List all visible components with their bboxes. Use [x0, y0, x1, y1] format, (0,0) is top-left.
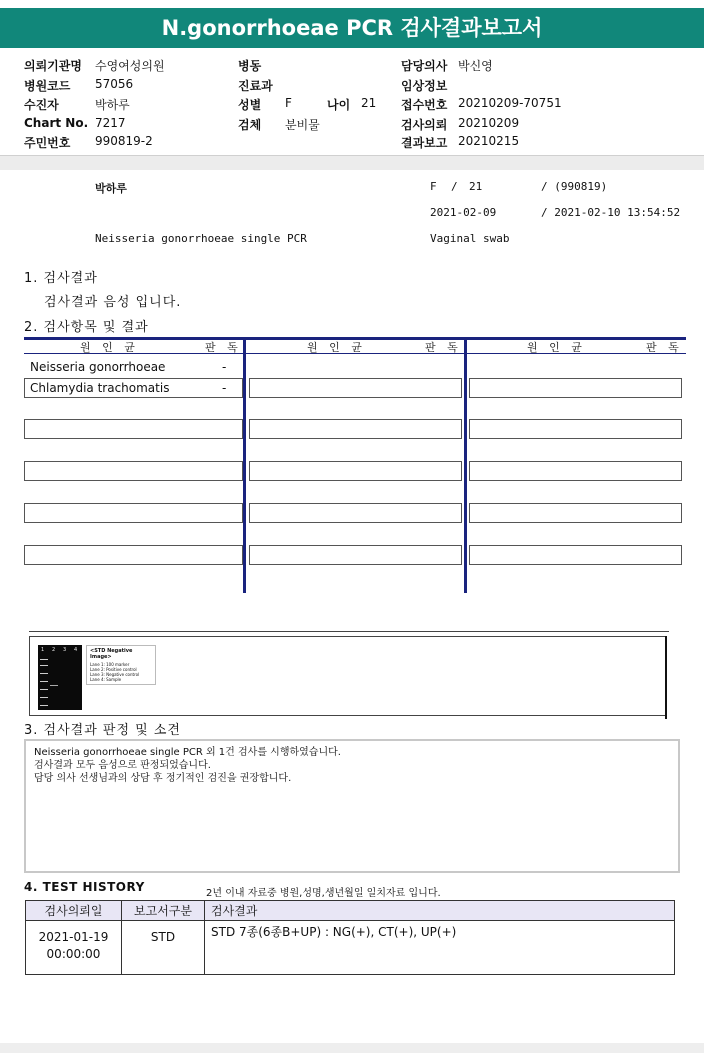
result-cell — [469, 419, 682, 439]
age-value: 21 — [361, 96, 377, 110]
result-cell — [24, 503, 243, 523]
gel-caption-line: Lane 2: Positive control — [90, 667, 137, 672]
result-cell — [469, 461, 682, 481]
lane-label: 1 — [41, 647, 45, 653]
summary-test: Neisseria gonorrhoeae single PCR — [95, 232, 307, 245]
sex-value: F — [285, 96, 292, 110]
history-col-result: 검사결과 — [205, 901, 675, 921]
col-organism-3: 원 인 균 — [527, 341, 586, 354]
chart-no-value: 7217 — [95, 116, 126, 130]
sex-label: 성별 — [238, 98, 262, 112]
opinion-line: Neisseria gonorrhoeae single PCR 외 1건 검사를 시행하였습니다. — [34, 747, 341, 758]
result-cell — [249, 545, 462, 565]
history-col-type: 보고서구분 — [122, 901, 205, 921]
footer-band — [0, 1043, 704, 1053]
history-result: STD 7종(6종B+UP) : NG(+), CT(+), UP(+) — [205, 921, 675, 975]
clinical-info-label: 임상정보 — [401, 79, 448, 93]
history-time: 00:00:00 — [46, 947, 101, 961]
summary-sep: / — [451, 180, 458, 193]
history-col-date: 검사의뢰일 — [26, 901, 122, 921]
gel-caption-title: <STD Negative Image> — [90, 648, 133, 660]
hospital-code-label: 병원코드 — [24, 79, 71, 93]
result-cell — [249, 461, 462, 481]
receipt-no-label: 접수번호 — [401, 98, 448, 112]
col-organism-2: 원 인 균 — [307, 341, 366, 354]
table-row — [26, 921, 675, 975]
patient-label: 수진자 — [24, 98, 59, 112]
lane-label: 3 — [63, 647, 67, 653]
request-date-label: 검사의뢰 — [401, 118, 448, 132]
hospital-label: 의뢰기관명 — [24, 59, 82, 73]
opinion-line: 검사결과 모두 음성으로 판정되었습니다. — [34, 760, 211, 771]
gel-caption-line: Lane 1: 100 marker — [90, 662, 130, 667]
result-cell — [469, 545, 682, 565]
ward-label: 병동 — [238, 59, 262, 73]
section1-heading: 1. 검사결과 — [24, 271, 98, 286]
col-judge-3: 판 독 — [646, 341, 683, 354]
section4-note: 2년 이내 자료중 병원,성명,생년월일 일치자료 입니다. — [206, 888, 441, 899]
summary-age: 21 — [469, 180, 483, 193]
result-cell — [24, 461, 243, 481]
col-organism-1: 원 인 균 — [80, 341, 139, 354]
section4-heading: 4. TEST HISTORY — [24, 880, 145, 894]
item-name: Neisseria gonorrhoeae — [30, 360, 166, 374]
gel-caption-box — [86, 645, 156, 685]
lane-label: 4 — [74, 647, 78, 653]
result-cell — [249, 378, 462, 398]
hospital-value: 수영여성의원 — [95, 59, 165, 73]
gel-caption-line: Lane 3: Negative control — [90, 672, 140, 677]
section2-heading: 2. 검사항목 및 결과 — [24, 320, 149, 335]
result-cell — [469, 378, 682, 398]
col-judge-1: 판 독 — [205, 341, 242, 354]
history-date: 2021-01-19 — [38, 930, 109, 944]
gel-caption-line: Lane 4: Sample — [90, 677, 122, 682]
summary-date1: 2021-02-09 — [430, 206, 497, 219]
specimen-value: 분비물 — [285, 118, 320, 132]
result-cell — [249, 503, 462, 523]
section1-result: 검사결과 음성 입니다. — [44, 295, 182, 310]
result-cell — [469, 503, 682, 523]
report-date-value: 20210215 — [458, 134, 520, 148]
doctor-value: 박신영 — [458, 59, 493, 73]
summary-name: 박하루 — [95, 182, 127, 195]
opinion-line: 담당 의사 선생님과의 상담 후 정기적인 검진을 권장합니다. — [34, 773, 292, 784]
specimen-label: 검체 — [238, 118, 262, 132]
summary-date2: / 2021-02-10 13:54:52 — [541, 206, 681, 219]
summary-specimen: Vaginal swab — [430, 232, 510, 245]
lane-label: 2 — [52, 647, 56, 653]
history-table — [25, 900, 675, 975]
chart-no-label: Chart No. — [24, 116, 89, 130]
patient-value: 박하루 — [95, 98, 130, 112]
history-date-cell — [26, 921, 122, 975]
results-grid-divider — [464, 337, 467, 593]
gel-electrophoresis-image — [38, 645, 82, 710]
opinion-box — [24, 739, 680, 873]
result-cell — [24, 545, 243, 565]
result-cell — [249, 419, 462, 439]
age-label: 나이 — [327, 98, 351, 112]
doctor-label: 담당의사 — [401, 59, 448, 73]
report-date-label: 결과보고 — [401, 136, 448, 150]
receipt-no-value: 20210209-70751 — [458, 96, 562, 110]
item-result: - — [222, 360, 227, 374]
resident-no-label: 주민번호 — [24, 136, 71, 150]
header-divider — [0, 155, 704, 170]
image-top-line — [29, 631, 669, 632]
history-type: STD — [122, 921, 205, 975]
section3-heading: 3. 검사결과 판정 및 소견 — [24, 723, 181, 738]
resident-no-value: 990819-2 — [95, 134, 153, 148]
summary-sex: F — [430, 180, 437, 193]
image-right-border — [665, 636, 667, 719]
history-header-row — [26, 901, 675, 921]
item-name: Chlamydia trachomatis — [30, 381, 170, 395]
result-cell — [24, 419, 243, 439]
request-date-value: 20210209 — [458, 116, 520, 130]
dept-label: 진료과 — [238, 79, 273, 93]
hospital-code-value: 57056 — [95, 77, 134, 91]
report-title: N.gonorrhoeae PCR 검사결과보고서 — [0, 8, 704, 48]
summary-birth: / (990819) — [541, 180, 608, 193]
col-judge-2: 판 독 — [425, 341, 462, 354]
results-grid-divider — [243, 337, 246, 593]
item-result: - — [222, 381, 227, 395]
